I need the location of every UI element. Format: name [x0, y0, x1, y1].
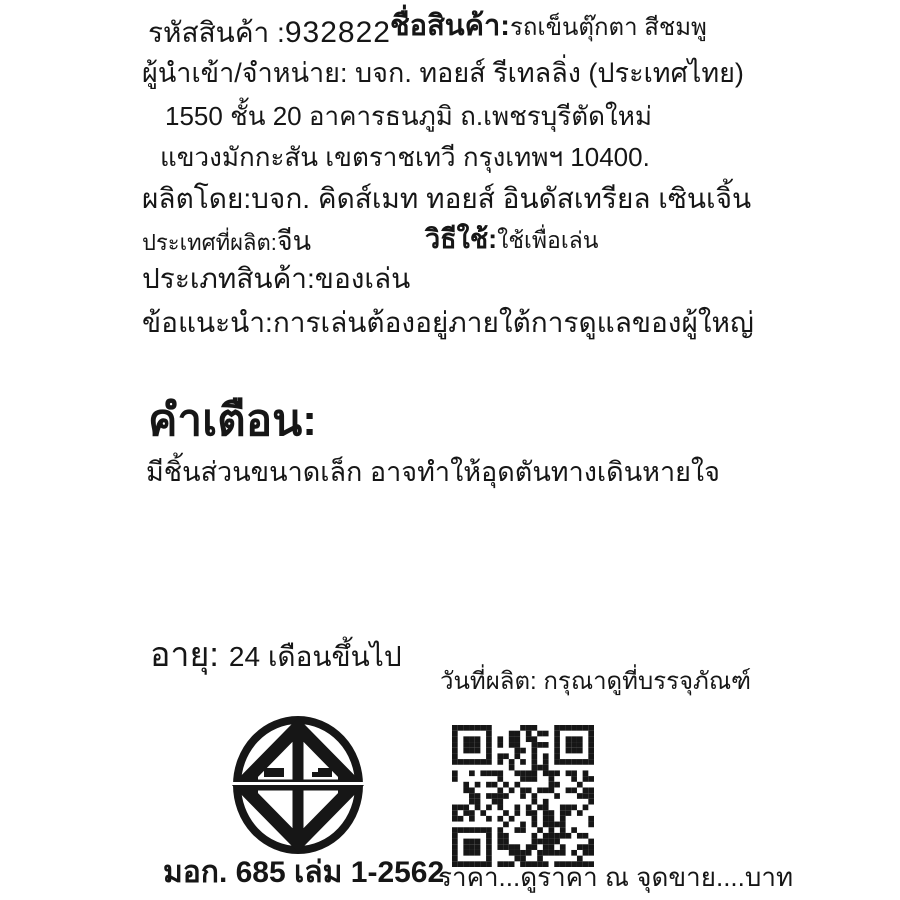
- usage-label: วิธีใช้:: [425, 224, 498, 254]
- product-name-label: ชื่อสินค้า:: [390, 10, 510, 42]
- warning-text: มีชิ้นส่วนขนาดเล็ก อาจทำให้อุดตันทางเดินหายใจ: [146, 457, 720, 487]
- qr-code: [452, 725, 594, 867]
- product-name-row: [390, 10, 707, 43]
- product-code-row: [148, 10, 707, 51]
- country-value: จีน: [276, 226, 312, 256]
- importer-line: ผู้นำเข้า/จำหน่าย: บจก. ทอยส์ รีเทลลิ่ง (ประเทศไทย): [142, 58, 744, 88]
- manufacturer-line: ผลิตโดย:บจก. คิดส์เมท ทอยส์ อินดัสเทรียล เซินเจิ้น: [142, 183, 752, 214]
- product-code-value: 932822: [284, 16, 391, 49]
- price-line: ราคา...ดูราคา ณ จุดขาย....บาท: [438, 862, 794, 892]
- warning-title: คำเตือน:: [148, 396, 317, 445]
- tis-standard-line: มอก. 685 เล่ม 1-2562: [163, 856, 445, 889]
- age-label: อายุ:: [150, 636, 219, 674]
- address-line-2: แขวงมักกะสัน เขตราชเทวี กรุงเทพฯ 10400.: [160, 142, 650, 172]
- country-row: [142, 224, 599, 257]
- age-value: 24 เดือนขึ้นไป: [228, 641, 402, 672]
- product-name-value: รถเข็นตุ๊กตา สีชมพู: [509, 14, 707, 41]
- usage-value: ใช้เพื่อเล่น: [497, 227, 599, 253]
- age-row: [150, 636, 402, 675]
- category-line: ประเภทสินค้า:ของเล่น: [142, 263, 411, 294]
- tis-certification-mark-icon: [228, 712, 368, 858]
- usage-row: [425, 224, 599, 255]
- address-line-1: 1550 ชั้น 20 อาคารธนภูมิ ถ.เพชรบุรีตัดใหม่: [165, 101, 652, 131]
- advice-line: ข้อแนะนำ:การเล่นต้องอยู่ภายใต้การดูแลของผู้ใหญ่: [142, 307, 754, 338]
- mfg-date-line: วันที่ผลิต: กรุณาดูที่บรรจุภัณฑ์: [440, 668, 752, 695]
- country-label: ประเทศที่ผลิต:: [142, 230, 277, 255]
- product-code-label: รหัสสินค้า :: [148, 17, 285, 48]
